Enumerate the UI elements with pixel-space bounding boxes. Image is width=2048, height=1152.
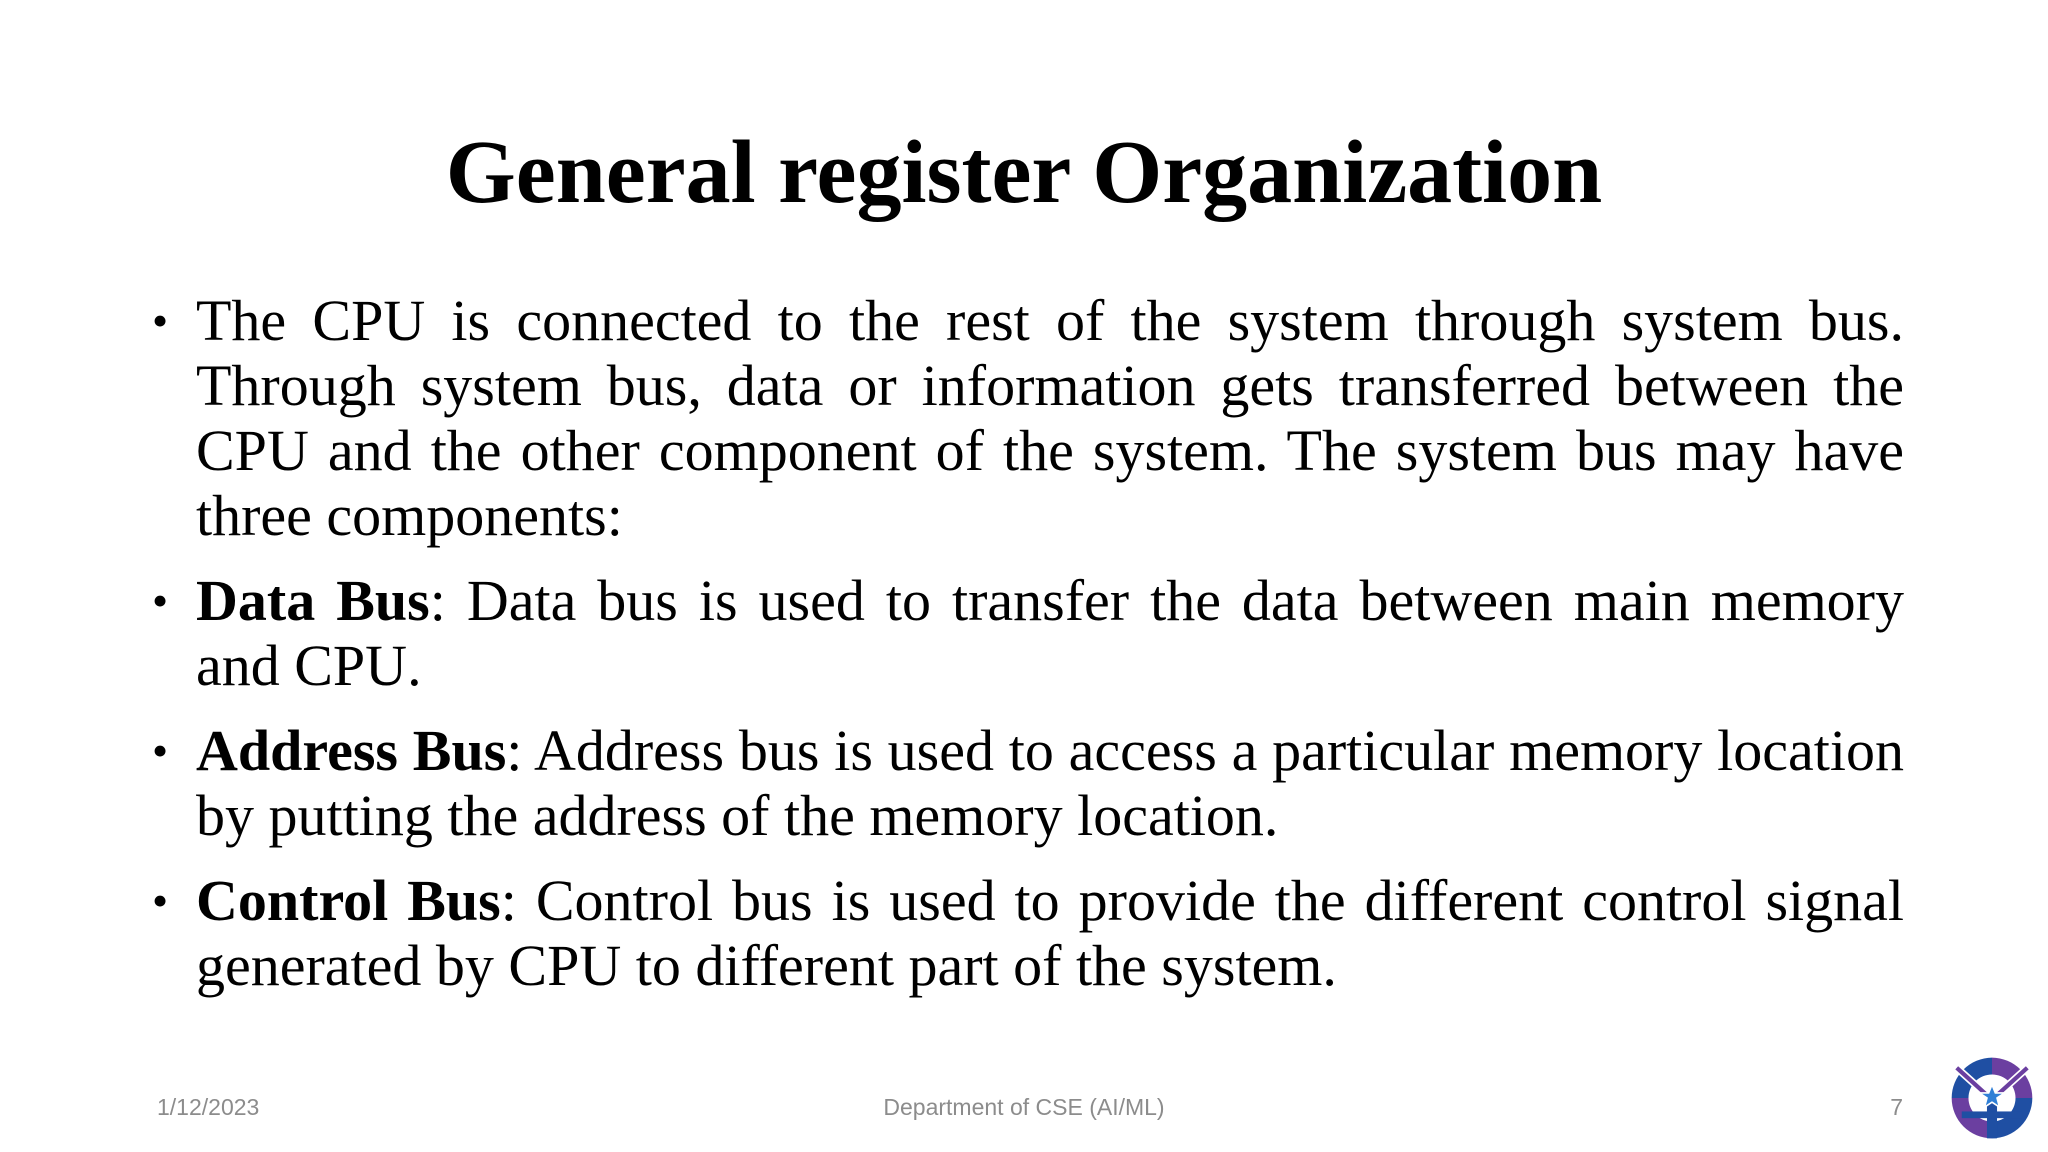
footer-page-number: 7 [1890, 1094, 1903, 1120]
bullet-item-address-bus [152, 718, 1904, 848]
bullet-bold-term: Data Bus [196, 568, 430, 633]
bullet-text: : Control bus is used to provide the different control signal generated by CPU to different part of the system. [196, 868, 1905, 998]
bullet-item-control-bus [152, 868, 1904, 998]
bullet-bold-term: Address Bus [196, 718, 507, 783]
bullet-glyph: • [152, 875, 169, 926]
bullet-item-data-bus [152, 568, 1904, 698]
footer-date: 1/12/2023 [157, 1094, 260, 1120]
bullet-item-system-bus [152, 288, 1904, 548]
bullet-glyph: • [152, 725, 169, 776]
footer-department: Department of CSE (AI/ML) [883, 1094, 1165, 1120]
bullet-text: The CPU is connected to the rest of the system through system bus. Through system bus, data or information gets transferred between the CPU and the other component of the system. The system bus may have three components: [196, 288, 1904, 548]
bullet-glyph: • [152, 575, 169, 626]
slide-title: General register Organization [445, 123, 1603, 222]
bullet-bold-term: Control Bus [196, 868, 501, 933]
institution-logo-icon [1950, 1056, 2034, 1140]
bullet-text: : Address bus is used to access a particular memory location by putting the address of the memory location. [196, 718, 1904, 848]
bullet-list [152, 288, 1904, 998]
bullet-glyph: • [152, 295, 169, 346]
bullet-text: : Data bus is used to transfer the data between main memory and CPU. [196, 568, 1904, 698]
